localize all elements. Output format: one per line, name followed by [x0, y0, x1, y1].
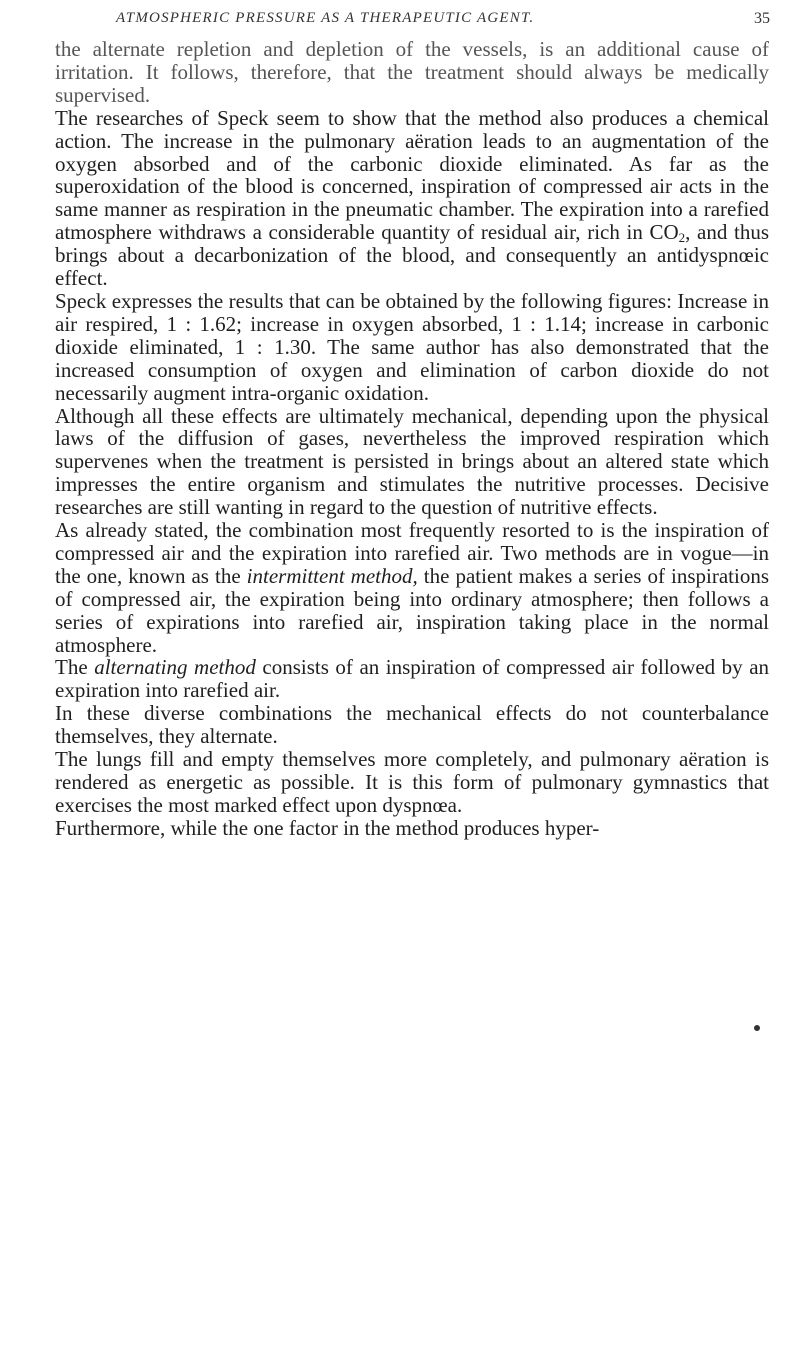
paragraph-mechanical-effects: Although all these effects are ultimately mechanical, depending upon the physical laws of the diffusion of gases, nevertheless the improved respiration which supervenes when the treatment is persisted in brings about an altered state which impresses the entire organism and stimulates the nutritive processes. Decisive researches are still wanting in regard to the question of nutritive effects. [55, 403, 769, 520]
paragraph-lungs: The lungs fill and empty themselves more completely, and pulmonary aëration is rendered as energetic as possible. It is this form of pulmonary gymnastics that exercises the most marked effect upon dyspnœa. [55, 747, 769, 817]
paragraph-text: the patient makes a series of inspirations of compressed air, the expiration being into ordinary atmosphere; then follows a series of expirations into rarefied air, inspiration taking place in the normal atmosphere. [55, 563, 770, 657]
subscript-2: 2 [678, 230, 686, 246]
italic-term-intermittent: intermittent method, [246, 563, 418, 588]
running-head [62, 10, 770, 34]
italic-term-alternating: alternating method [94, 655, 256, 680]
paragraph-continuation: the alternate repletion and depletion of the vessels, is an additional cause of irritation. It follows, therefore, that the treatment should always be medically supervised. [55, 37, 769, 107]
running-title: ATMOSPHERIC PRESSURE AS A THERAPEUTIC AGENT. [116, 10, 535, 26]
paragraph-alternating-method [55, 656, 769, 702]
paragraph-text: The [55, 655, 95, 680]
body-text [55, 38, 769, 840]
paragraph-text: The researches of Speck seem to show that the method also produces a chemical action. The increase in the pulmonary aëration leads to an augmentation of the oxygen absorbed and of the carbonic dioxide eliminated. As far as the superoxidation of the blood is concerned, inspiration of compressed air acts in the same manner as respiration in the pneumatic chamber. The expiration into a rarefied atmosphere withdraws a considerable quantity of residual air, rich in CO [55, 105, 769, 245]
ink-speck [754, 1025, 760, 1031]
paragraph-text: , and thus brings about a decarbonization of the blood, and consequently an antidyspnœic effect. [55, 220, 769, 291]
paragraph-combination-methods [55, 519, 769, 656]
paragraph-speck-figures: Speck expresses the results that can be obtained by the following figures: Increase in air respired, 1 : 1.62; increase in oxygen absorbed, 1 : 1.14; increase in carbonic dioxide eliminated, 1 : 1.30. The same author has also demonstrated that the increased consumption of oxygen and elimination of carbon dioxide do not necessarily augment intra-organic oxidation. [55, 288, 769, 405]
paragraph-text: consists of an inspiration of compressed air followed by an expiration into rarefied air. [55, 655, 770, 703]
paragraph-diverse-combinations: In these diverse combinations the mechanical effects do not counterbalance themselves, they alternate. [55, 701, 769, 749]
paragraph-text: As already stated, the combination most frequently resorted to is the inspiration of compressed air and the expiration into rarefied air. Two methods are in vogue—in the one, known as the [55, 518, 769, 588]
paragraph-speck-researches [55, 107, 769, 290]
paragraph-furthermore: Furthermore, while the one factor in the method produces hyper- [55, 815, 600, 840]
page-number: 35 [754, 10, 770, 27]
